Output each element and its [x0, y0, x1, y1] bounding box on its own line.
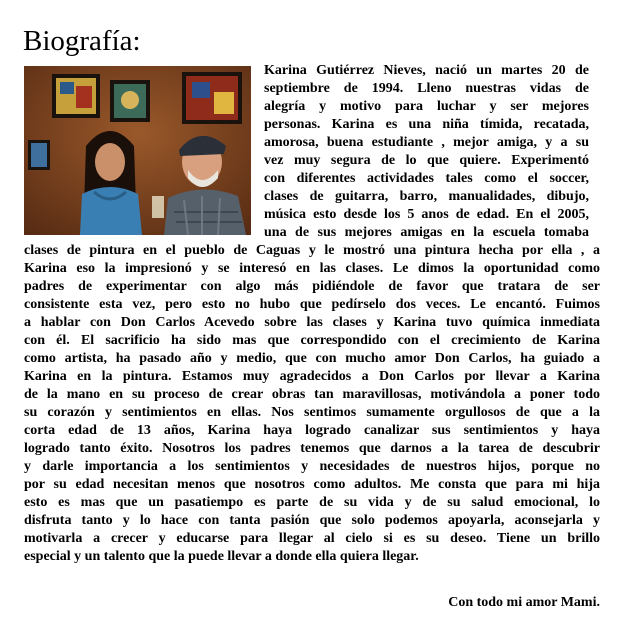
body-line: consistente esta vez, pero esto no hubo que pedírselo dos veces. Le encantó. Fuimos [24, 297, 600, 312]
body-line: clases de guitarra, barro, manualidades, dibujo, [264, 189, 589, 204]
page-title: Biografía: [23, 25, 141, 57]
body-line: su corazón y sentimientos en ellas. Nos sentimos sumamente orgullosos de que a la [24, 405, 600, 420]
body-line: por su edad necesitan menos que nosotros como adultos. Me consta que para mi hija [24, 477, 600, 492]
body-line: música esto desde los 5 anos de edad. En el 2005, [264, 207, 589, 222]
body-line: a hablar con Don Carlos Acevedo sobre las clases y Karina tuvo química inmediata [24, 315, 600, 330]
body-line: corta edad de 13 años, Karina haya logrado canalizar sus sentimientos y haya [24, 423, 600, 438]
signature: Con todo mi amor Mami. [448, 595, 600, 610]
body-line: Karina Gutiérrez Nieves, nació un martes 20 de [264, 63, 589, 78]
body-line: con diferentes actividades tales como el soccer, [264, 171, 589, 186]
body-line: alegría y motivo para luchar y ser mejores [264, 99, 589, 114]
body-line: disfruta tanto y lo hace con tanta pasión que solo podemos apoyarla, aconsejarla y [24, 513, 600, 528]
body-line: como artista, ha pasado año y medio, que con mucho amor Don Carlos, ha guiado a [24, 351, 600, 366]
body-line: logrado tanto éxito. Nosotros los padres tenemos que darnos a la tarea de descubrir [24, 441, 600, 456]
body-line: septiembre de 1994. Lleno nuestras vidas de [264, 81, 589, 96]
body-line: especial y un talento que la puede llevar a donde ella quiera llegar. [24, 549, 419, 564]
body-line: padres de experimentar con algo más pidiéndole de favor que tratara de ser [24, 279, 600, 294]
body-line: y darle importancia a los sentimientos y necesidades de nuestros hijos, porque no [24, 459, 600, 474]
body-line: de la mano en su proceso de crear obras tan maravillosas, motivándola a poner todo [24, 387, 600, 402]
body-line: Karina en la pintura. Estamos muy agradecidos a Don Carlos por llevar a Karina [24, 369, 600, 384]
body-line: vez muy segura de lo que quiere. Experimentó [264, 153, 589, 168]
body-line: con él. El sacrificio ha sido mas que correspondido con el crecimiento de Karina [24, 333, 600, 348]
body-line: clases de pintura en el pueblo de Caguas y le mostró una pintura hecha por ella , a [24, 243, 600, 258]
body-line: personas. Karina es una niña tímida, recatada, [264, 117, 589, 132]
body-line: esto es mas que un pasatiempo es parte de su vida y de su salud emocional, lo [24, 495, 600, 510]
body-line: Karina eso la impresionó y se interesó en las clases. Le dimos la oportunidad como [24, 261, 600, 276]
body-line: una de sus mejores amigas en la escuela tomaba [264, 225, 589, 240]
body-line: motivarla a crecer y educarse para llegar al cielo si es su deseo. Tiene un brillo [24, 531, 600, 546]
body-line: amorosa, buena estudiante , mejor amiga, y a su [264, 135, 589, 150]
